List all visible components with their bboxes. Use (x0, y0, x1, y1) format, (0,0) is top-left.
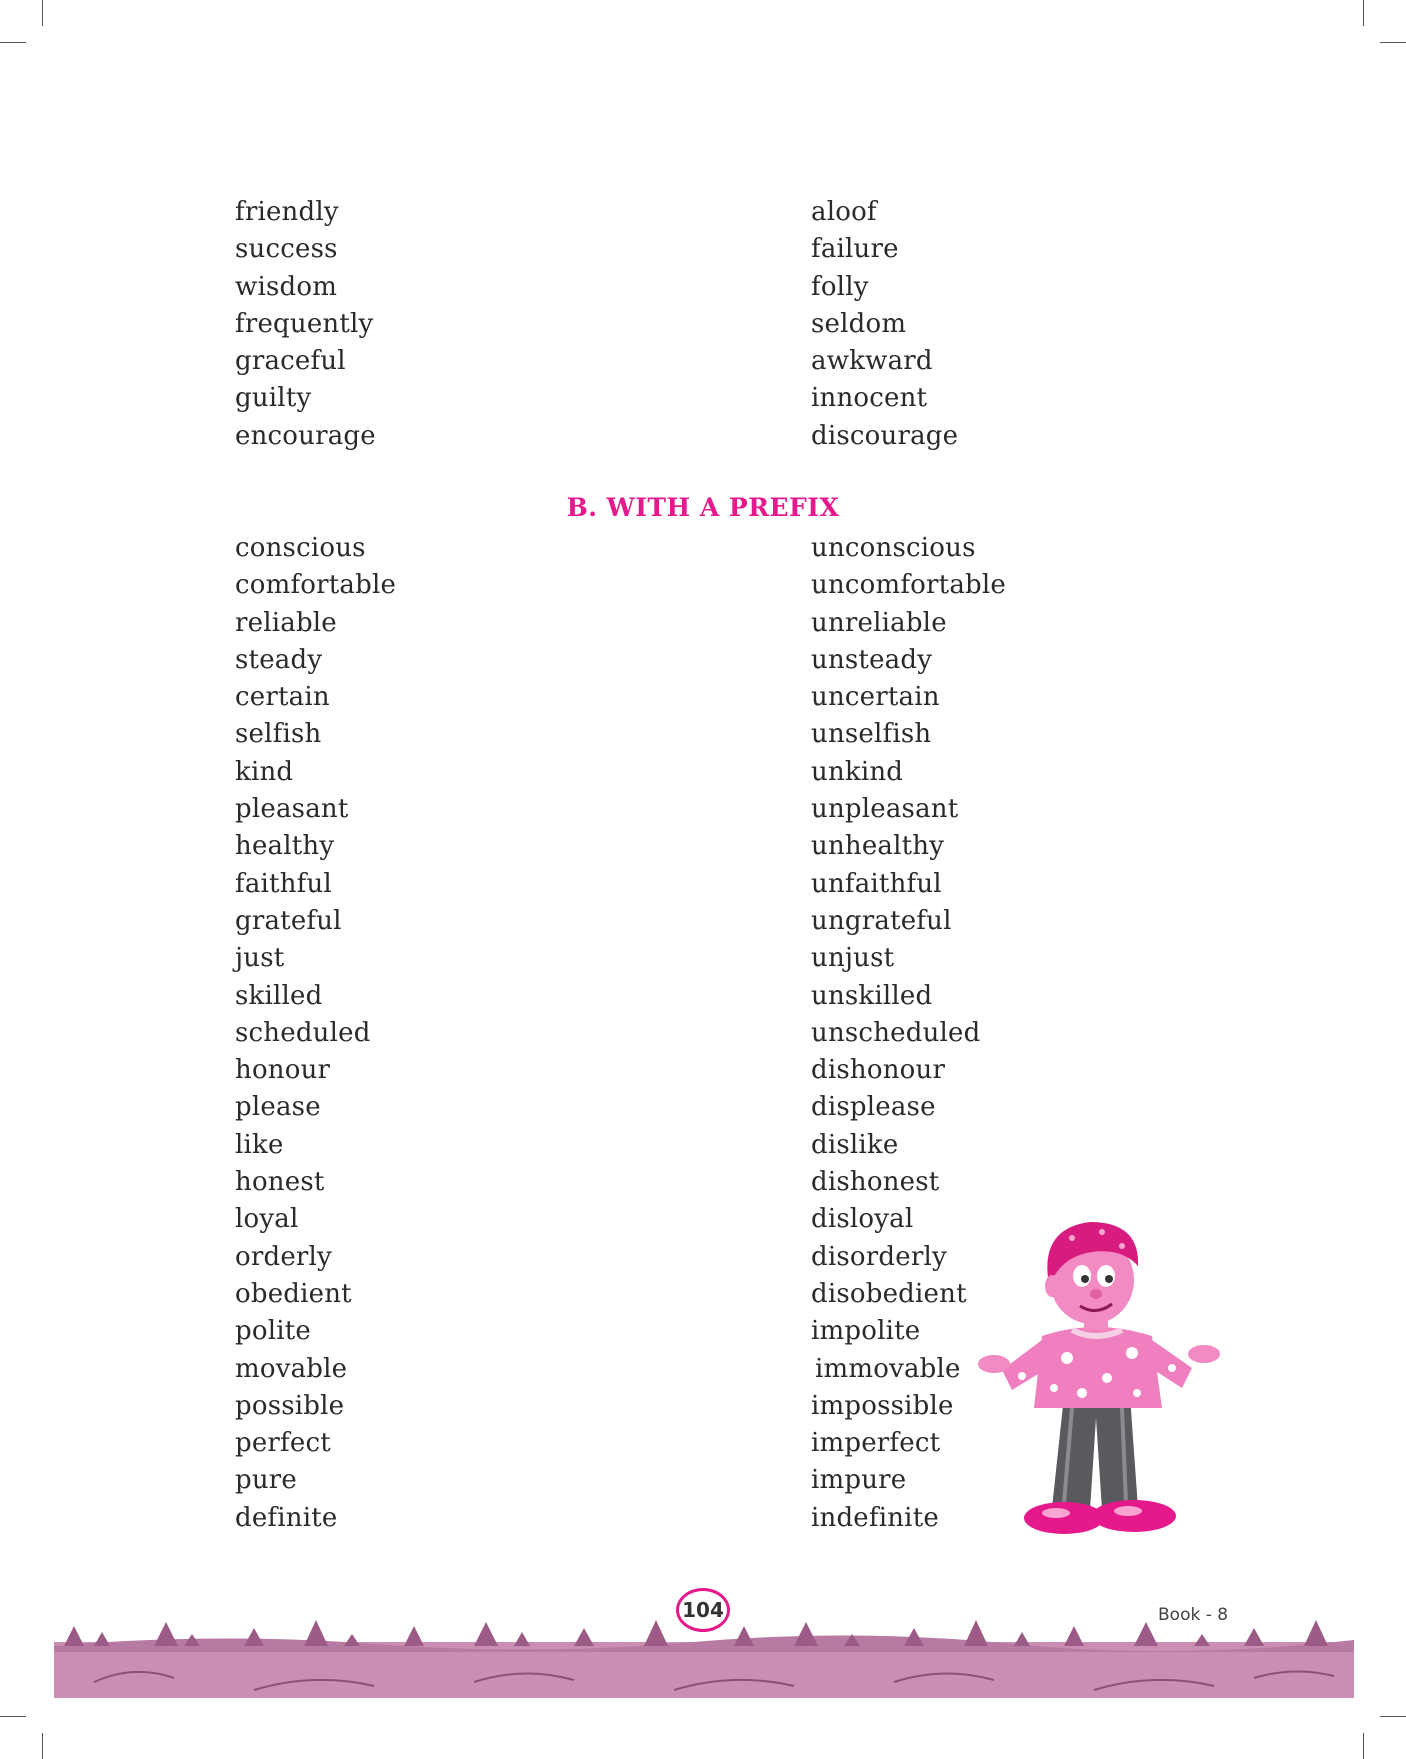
word: selfish (235, 719, 322, 750)
word: unselfish (811, 719, 932, 750)
word: healthy (235, 831, 335, 862)
word: impure (811, 1465, 907, 1496)
word: steady (235, 644, 323, 675)
word: success (235, 234, 338, 265)
word: folly (811, 271, 869, 302)
page-number-badge: 104 (676, 1588, 730, 1632)
cartoon-boy-illustration (972, 1218, 1242, 1538)
word: dishonour (811, 1055, 946, 1086)
word: conscious (235, 533, 366, 563)
crop-mark (42, 0, 43, 26)
word: disloyal (811, 1204, 914, 1235)
word: friendly (235, 197, 339, 227)
word: frequently (235, 308, 374, 339)
word: graceful (235, 346, 346, 377)
word: honour (235, 1055, 331, 1086)
word: aloof (811, 197, 877, 227)
section-a-left-column (235, 194, 376, 455)
word: grateful (235, 905, 342, 936)
word: kind (235, 756, 294, 787)
word: encourage (235, 420, 376, 451)
word: discourage (811, 420, 959, 451)
crop-mark (1363, 0, 1364, 26)
word: pleasant (235, 794, 349, 825)
word: unjust (811, 943, 895, 974)
book-label: Book - 8 (1158, 1605, 1229, 1625)
word: obedient (235, 1278, 352, 1309)
word: uncertain (811, 682, 940, 713)
word: unconscious (811, 533, 976, 563)
word: unscheduled (811, 1017, 981, 1048)
section-heading: B. WITH A PREFIX (566, 493, 840, 522)
word: reliable (235, 607, 337, 638)
word: seldom (811, 308, 907, 339)
word: like (235, 1129, 284, 1160)
word: comfortable (235, 570, 397, 601)
word: disobedient (811, 1278, 967, 1309)
crop-mark (1363, 1733, 1364, 1759)
word: unsteady (811, 644, 933, 675)
word: definite (235, 1502, 338, 1533)
word: innocent (811, 383, 928, 414)
word: awkward (811, 346, 933, 377)
word: please (235, 1092, 321, 1123)
word: ungrateful (811, 905, 952, 936)
word: faithful (235, 868, 332, 899)
word: unreliable (811, 607, 947, 638)
word: failure (811, 234, 899, 265)
word: unskilled (811, 980, 933, 1011)
word: disorderly (811, 1241, 947, 1272)
crop-mark (42, 1733, 43, 1759)
word: wisdom (235, 271, 338, 302)
word: unhealthy (811, 831, 945, 862)
word: unkind (811, 756, 904, 787)
crop-mark (1380, 42, 1406, 43)
section-b-left-column (235, 530, 396, 1537)
word: dislike (811, 1129, 899, 1160)
crop-mark (1380, 1716, 1406, 1717)
word: uncomfortable (811, 570, 1006, 601)
crop-mark (0, 1716, 26, 1717)
word: loyal (235, 1204, 299, 1235)
word: impolite (811, 1316, 921, 1347)
crop-mark (0, 42, 26, 43)
word: indefinite (811, 1502, 939, 1533)
word: imperfect (811, 1428, 941, 1459)
word: skilled (235, 980, 323, 1011)
word: scheduled (235, 1017, 371, 1048)
word: pure (235, 1465, 298, 1496)
word: guilty (235, 383, 312, 414)
word: orderly (235, 1241, 332, 1272)
word: polite (235, 1316, 311, 1347)
word: possible (235, 1390, 345, 1421)
word: dishonest (811, 1167, 940, 1198)
word: immovable (815, 1353, 961, 1384)
section-a-right-column (811, 194, 958, 455)
word: impossible (811, 1390, 954, 1421)
word: perfect (235, 1428, 331, 1459)
word: just (235, 943, 285, 974)
word: honest (235, 1167, 325, 1198)
word: displease (811, 1092, 936, 1123)
word: certain (235, 682, 330, 713)
word: movable (235, 1353, 348, 1384)
word: unpleasant (811, 794, 959, 825)
word: unfaithful (811, 868, 942, 899)
